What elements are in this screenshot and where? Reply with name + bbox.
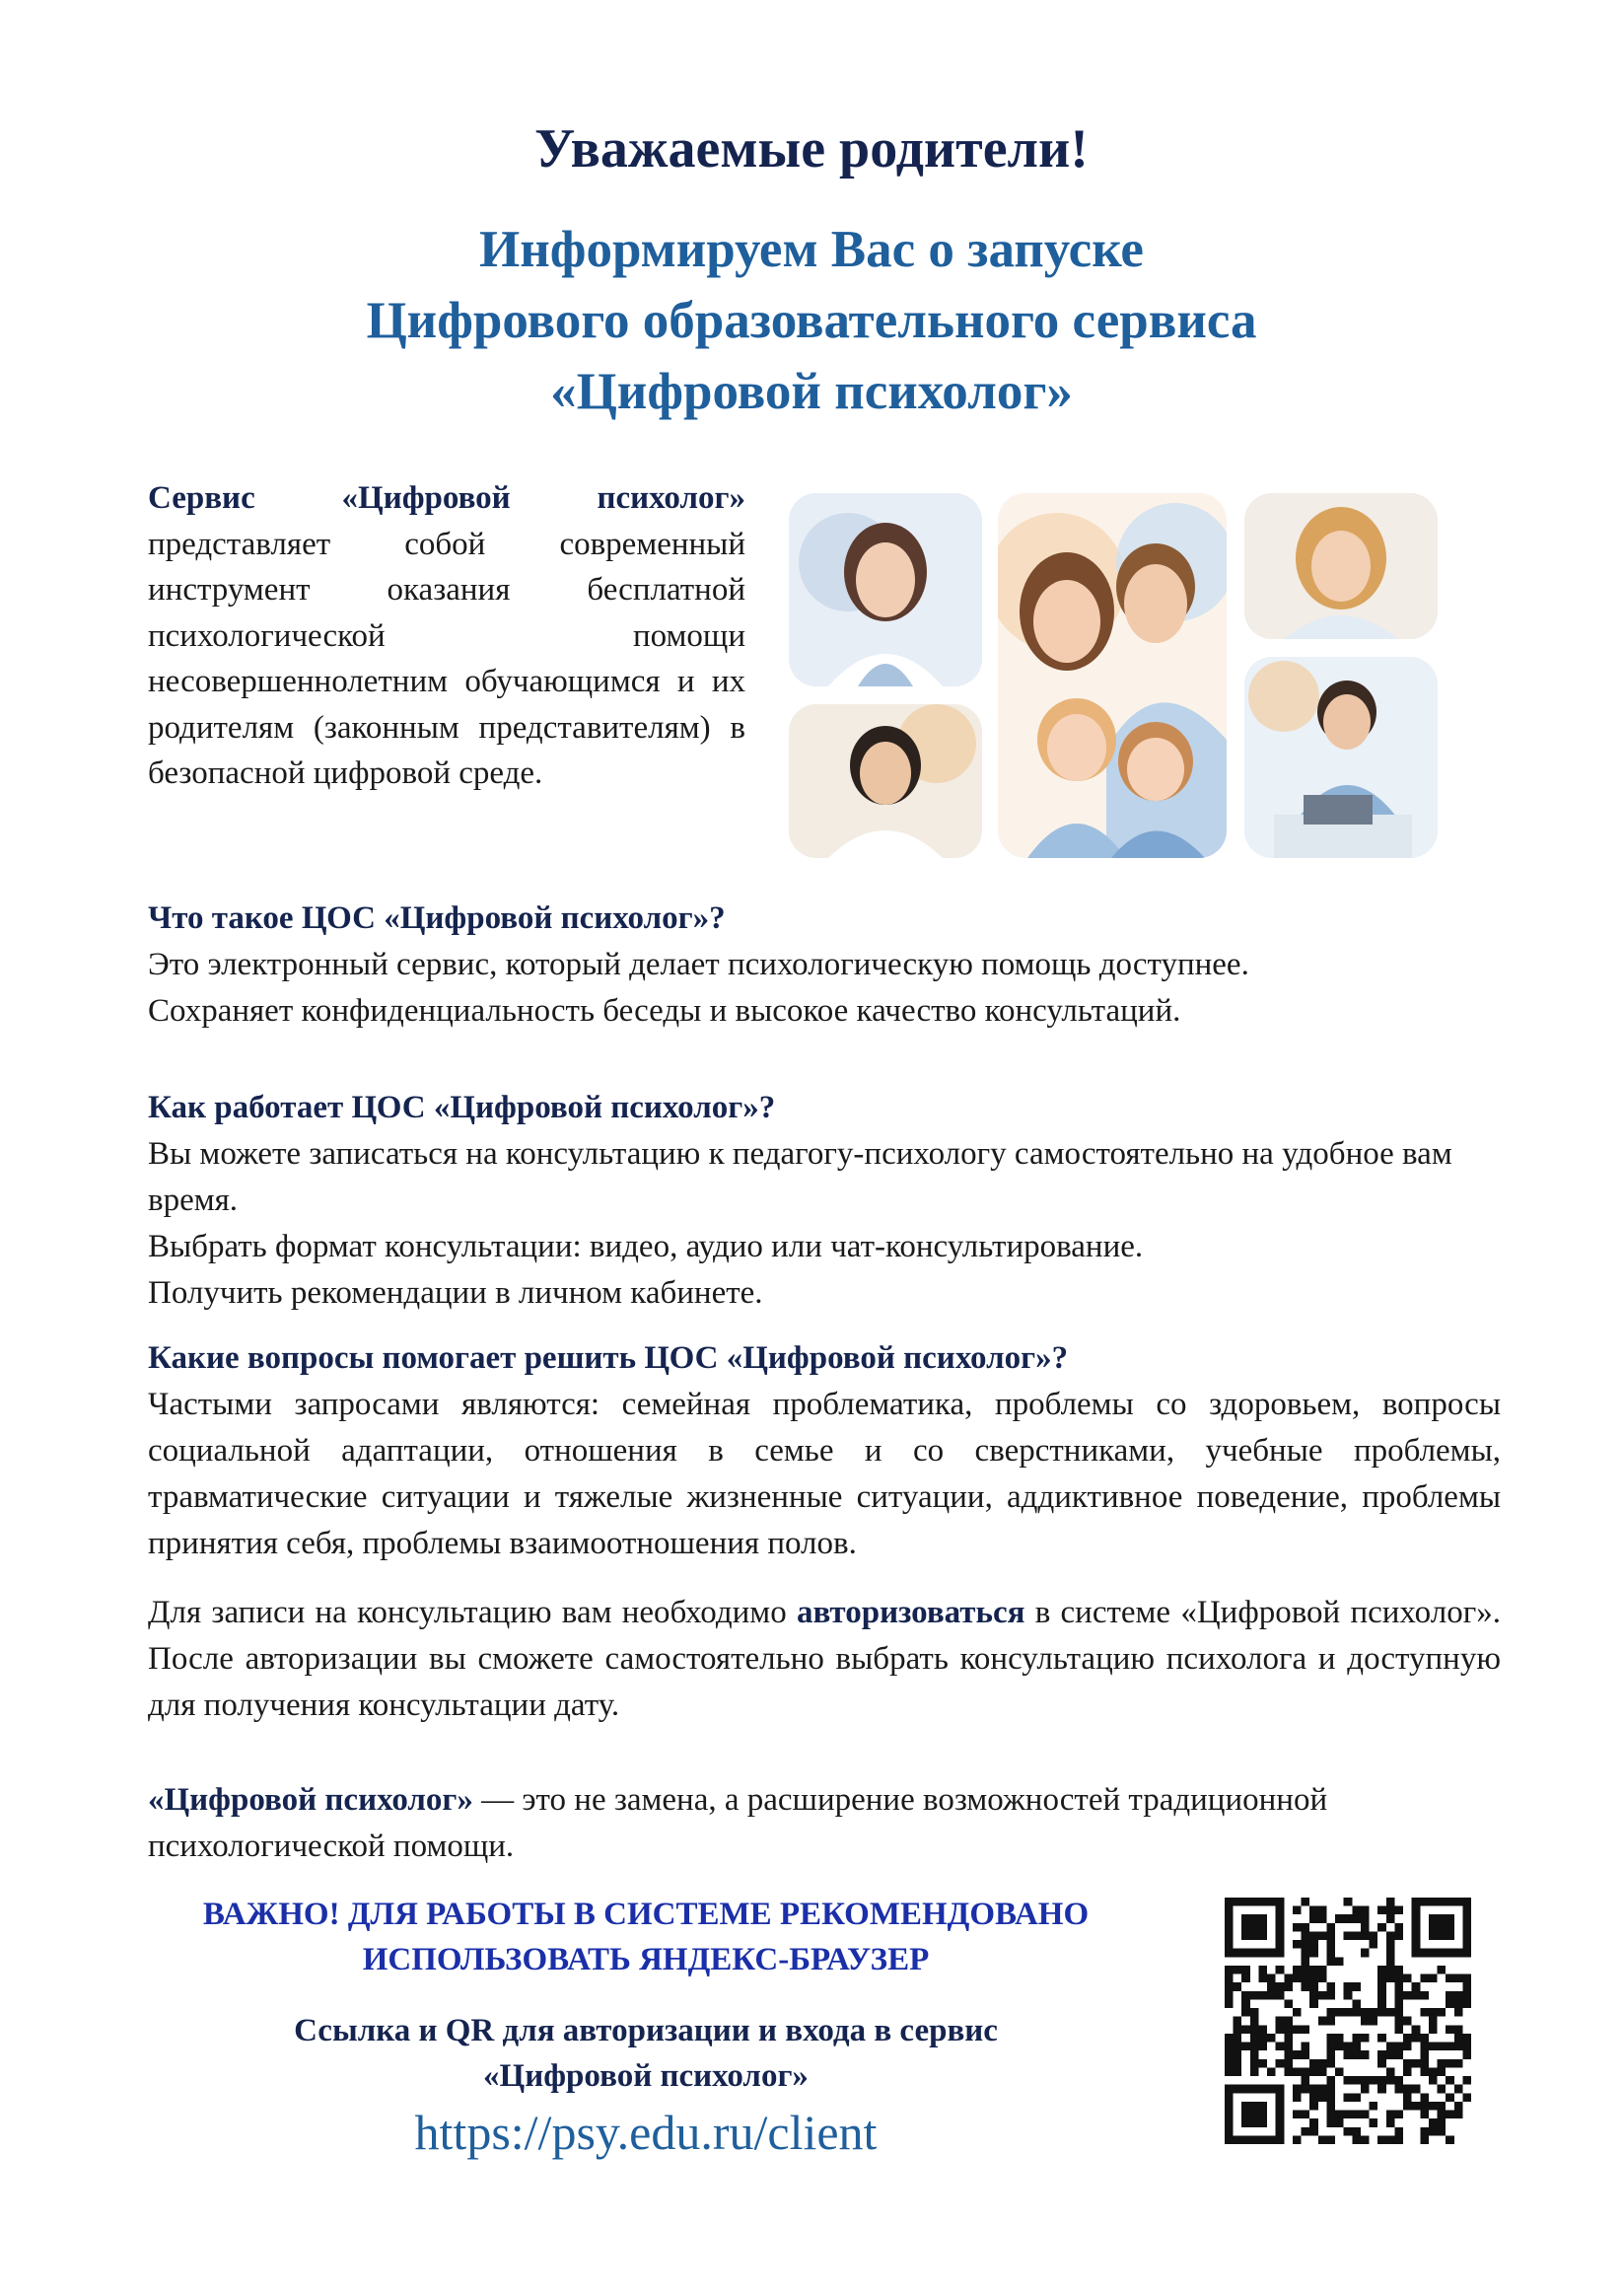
service-link[interactable]: https://psy.edu.ru/client	[414, 2105, 878, 2160]
note-paragraph	[148, 1777, 1501, 1870]
section-line: Получить рекомендации в личном кабинете.	[148, 1275, 763, 1311]
note-bold: «Цифровой психолог»	[148, 1782, 473, 1818]
subtitle-line-2: Цифрового образовательного сервиса	[366, 292, 1257, 349]
section-heading-how-works: Как работает ЦОС «Цифровой психолог»?	[148, 1090, 776, 1125]
section-heading-what-is: Что такое ЦОС «Цифровой психолог»?	[148, 900, 726, 936]
link-caption-line-2: «Цифровой психолог»	[483, 2058, 809, 2094]
auth-text-before: Для записи на консультацию вам необходимо	[148, 1595, 797, 1630]
subtitle-line-3: «Цифровой психолог»	[550, 363, 1073, 420]
section-questions	[148, 1335, 1501, 1567]
important-line-1: ВАЖНО! ДЛЯ РАБОТЫ В СИСТЕМЕ РЕКОМЕНДОВАНО	[202, 1897, 1090, 1932]
portrait-woman-2-icon	[789, 704, 982, 858]
family-psychologist-collage	[789, 493, 1440, 858]
qr-code-icon[interactable]	[1225, 1898, 1471, 2144]
section-line: Вы можете записаться на консультацию к педагогу-психологу самостоятельно на удобное вам время.	[148, 1136, 1452, 1218]
section-line: Выбрать формат консультации: видео, аудио или чат-консультирование.	[148, 1229, 1144, 1264]
auth-paragraph	[148, 1590, 1501, 1729]
intro-text: представляет собой современный инструмент оказания бесплатной психологической помощи несовершеннолетним обучающимся и их родителям (законным представителям) в безопасной цифровой среде.	[148, 526, 745, 791]
important-notice	[108, 1892, 1183, 1982]
auth-bold-word: авторизоваться	[796, 1595, 1025, 1630]
portrait-man-laptop-icon	[1244, 657, 1438, 858]
page-title: Уважаемые родители!	[534, 118, 1089, 179]
section-what-is	[148, 896, 1501, 1035]
link-caption-line-1: Ссылка и QR для авторизации и входа в сервис	[294, 2013, 998, 2048]
auth-text-after: в системе «Цифровой психолог». После авторизации вы сможете самостоятельно выбрать консультацию психолога и доступную для получения консультации дату.	[148, 1595, 1501, 1723]
section-line: Частыми запросами являются: семейная проблематика, проблемы со здоровьем, вопросы социальной адаптации, отношения в семье и со сверстниками, учебные проблемы, травматические ситуации и тяжелые жизненные ситуации, аддиктивное поведение, проблемы принятия себя, проблемы взаимоотношения полов.	[148, 1387, 1501, 1561]
important-line-2: ИСПОЛЬЗОВАТЬ ЯНДЕКС-БРАУЗЕР	[362, 1942, 930, 1977]
family-portrait-icon	[998, 493, 1227, 858]
intro-lead: Сервис «Цифровой психолог»	[148, 480, 745, 516]
section-line: Сохраняет конфиденциальность беседы и высокое качество консультаций.	[148, 993, 1181, 1029]
section-heading-questions: Какие вопросы помогает решить ЦОС «Цифровой психолог»?	[148, 1340, 1069, 1376]
portrait-woman-icon	[789, 493, 982, 686]
portrait-woman-3-icon	[1244, 493, 1438, 639]
subtitle-line-1: Информируем Вас о запуске	[479, 221, 1144, 278]
intro-paragraph	[148, 475, 745, 797]
link-caption	[108, 2008, 1183, 2099]
note-text: — это не замена, а расширение возможностей традиционной психологической помощи.	[148, 1782, 1328, 1864]
section-line: Это электронный сервис, который делает психологическую помощь доступнее.	[148, 947, 1249, 982]
section-how-works	[148, 1085, 1501, 1317]
